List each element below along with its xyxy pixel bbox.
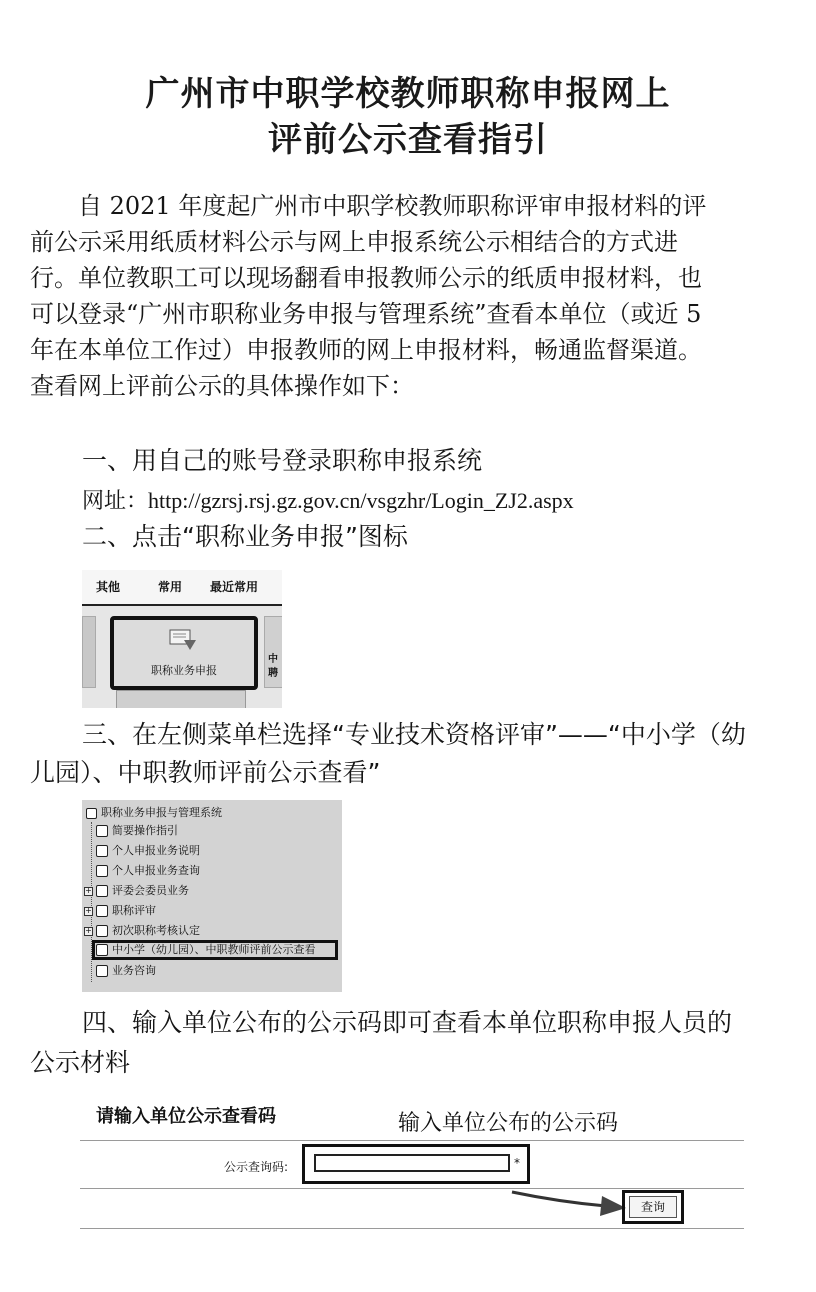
step1-heading: 一、用自己的账号登录职称申报系统	[82, 446, 483, 475]
form-header: 请输入单位公示查看码	[96, 1106, 276, 1127]
tree-item[interactable]	[84, 922, 200, 940]
tab-recent[interactable]: 最近常用	[210, 580, 259, 594]
tree-item[interactable]	[96, 862, 200, 880]
tile-bottom-partial	[116, 690, 246, 708]
tab-other[interactable]: 其他	[96, 580, 121, 594]
arrow-right-icon	[510, 1184, 630, 1224]
side-text-1: 中	[268, 654, 278, 665]
expand-icon[interactable]: +	[85, 885, 92, 895]
page-icon	[96, 865, 108, 877]
expand-icon[interactable]: +	[85, 925, 92, 935]
query-button[interactable]: 查询	[629, 1196, 677, 1218]
step2-heading: 二、点击“职称业务申报”图标	[82, 522, 408, 551]
tree-item-label: 业务咨询	[112, 964, 156, 977]
tree-item[interactable]	[84, 902, 156, 920]
title-business-tile[interactable]	[110, 616, 258, 690]
tree-item-label: 评委会委员业务	[112, 884, 189, 897]
doc-title-line-1: 广州市中职学校教师职称申报网上	[145, 74, 671, 114]
public-code-input[interactable]	[314, 1154, 510, 1172]
divider	[80, 1140, 744, 1141]
tree-item-label: 简要操作指引	[112, 824, 178, 837]
login-url[interactable]: 网址：http://gzrsj.rsj.gz.gov.cn/vsgzhr/Login_ZJ2.aspx	[82, 488, 574, 513]
divider	[80, 1228, 744, 1229]
side-text-2: 聘	[268, 668, 278, 679]
intro-line: 年在本单位工作过）申报教师的网上申报材料，畅通监督渠道。	[30, 336, 702, 364]
tree-item-public-notice[interactable]	[96, 941, 316, 959]
tree-item[interactable]	[96, 822, 178, 840]
tab-bar	[82, 570, 282, 606]
required-mark: *	[514, 1156, 520, 1170]
intro-line: 自 2021 年度起广州市中职学校教师职称评审申报材料的评	[30, 192, 707, 220]
screenshot-code-form	[80, 1098, 744, 1232]
intro-line: 查看网上评前公示的具体操作如下：	[30, 372, 414, 400]
page-icon	[96, 905, 108, 917]
code-field-label: 公示查询码:	[224, 1160, 289, 1174]
tile-left-partial	[82, 616, 96, 688]
tree-item-label: 中小学（幼儿园）、中职教师评前公示查看	[112, 943, 316, 956]
step3-heading-line-2: 儿园）、中职教师评前公示查看”	[30, 758, 381, 787]
intro-line: 行。单位教职工可以现场翻看申报教师公示的纸质申报材料，也	[30, 264, 702, 292]
tree-item-label: 个人申报业务说明	[112, 844, 200, 857]
tree-item[interactable]	[84, 882, 189, 900]
divider	[80, 1188, 744, 1189]
tree-item-label: 职称评审	[112, 904, 156, 917]
tree-root-label: 职称业务申报与管理系统	[101, 806, 222, 819]
tree-item[interactable]	[96, 842, 200, 860]
page-icon	[96, 845, 108, 857]
tile-label: 职称业务申报	[151, 664, 217, 677]
intro-paragraph	[30, 188, 790, 404]
page-icon	[96, 885, 108, 897]
annotation-text: 输入单位公布的公示码	[398, 1111, 619, 1136]
folder-icon	[86, 808, 97, 819]
step4-heading-line-1: 四、输入单位公布的公示码即可查看本单位职称申报人员的	[82, 1008, 733, 1037]
intro-line: 可以登录“广州市职称业务申报与管理系统”查看本单位（或近 5	[30, 300, 702, 328]
step3-heading-line-1: 三、在左侧菜单栏选择“专业技术资格评审”——“中小学（幼	[82, 720, 746, 749]
expand-icon[interactable]: +	[85, 905, 92, 915]
screenshot-menu-tiles	[82, 570, 282, 708]
tab-common[interactable]: 常用	[158, 580, 183, 594]
intro-line: 前公示采用纸质材料公示与网上申报系统公示相结合的方式进	[30, 228, 678, 256]
screenshot-tree-menu	[82, 800, 342, 992]
document-icon	[166, 628, 200, 652]
page-icon	[96, 965, 108, 977]
page-icon	[96, 944, 108, 956]
step4-heading-line-2: 公示材料	[30, 1048, 131, 1077]
tree-item-label: 初次职称考核认定	[112, 924, 200, 937]
tree-item-label: 个人申报业务查询	[112, 864, 200, 877]
tree-item[interactable]	[96, 962, 156, 980]
doc-title-line-2: 评前公示查看指引	[268, 120, 548, 160]
page-icon	[96, 925, 108, 937]
page-icon	[96, 825, 108, 837]
tree-root[interactable]	[86, 804, 222, 822]
